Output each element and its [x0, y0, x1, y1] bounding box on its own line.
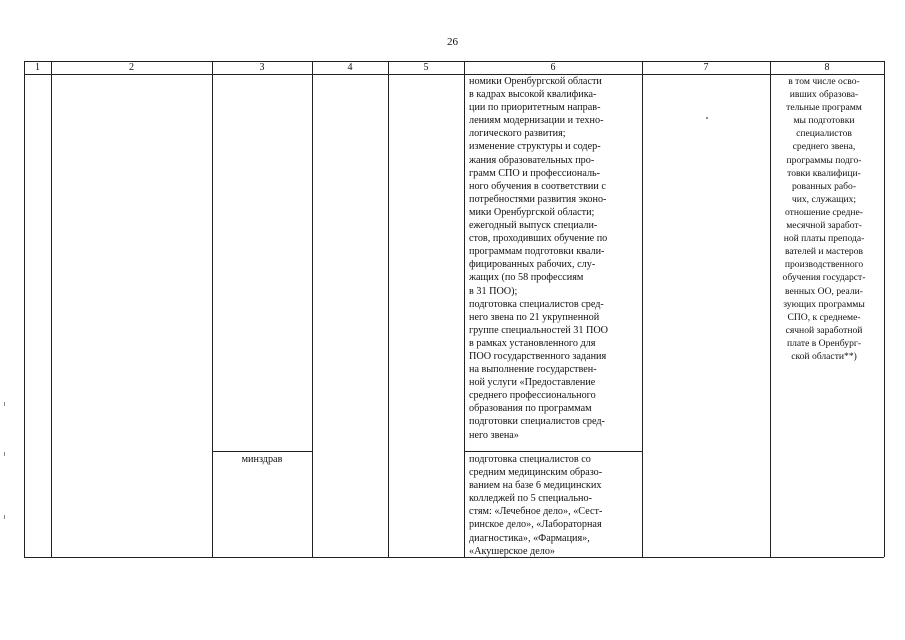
column-header-7: 7 [703, 62, 709, 73]
row-divider-col6 [464, 451, 642, 452]
scan-speck [706, 117, 708, 119]
scan-margin-mark [4, 515, 5, 519]
col-border-3 [312, 61, 313, 557]
column-header-4: 4 [347, 62, 353, 73]
row1-col6-text: номики Оренбургской области в кадрах высокой квалифика- ции по приоритетным направ- лениям модернизации и техно- логического развития; изменение структуры и содер- жания образовательных про- грамм СПО и профессиональ- ного обучения в соответствии с потребностями развития эконо- мики Оренбургской области; ежегодный выпуск специали- стов, проходивших обучение по программам подготовки квали- фицированных рабочих, слу- жащих (по 58 профессиям в 31 ПОО); подготовка специалистов сред- него звена по 21 укрупненной группе специальностей 31 ПОО в рамках установленного для ПОО государственного задания на выполнение государствен- ной услуги «Предоставление среднего профессионального образования по программам подготовки специалистов сред- него звена» [469, 76, 609, 441]
table-bottom-border [24, 557, 884, 558]
row-divider-col3 [212, 451, 312, 452]
col-border-1 [51, 61, 52, 557]
col-border-0 [24, 61, 25, 557]
scan-margin-mark [4, 452, 5, 456]
col-border-8 [884, 61, 885, 557]
column-header-8: 8 [824, 62, 830, 73]
row1-col8-text: в том числе осво- ивших образова- тельные программ мы подготовки специалистов среднего звена, программы подго- товки квалифици- рованных рабо- чих, служащих; отношение средне- месячной заработ- ной платы препода- вателей и мастеров производственного обучения государст- венных ОО, реали- зующих программы СПО, к среднеме- сячной заработной плате в Оренбург- ской области**) [782, 76, 866, 362]
column-header-6: 6 [550, 62, 556, 73]
col-border-5 [464, 61, 465, 557]
row2-col3-text: минздрав [241, 454, 283, 465]
column-header-2: 2 [129, 62, 134, 73]
column-header-1: 1 [35, 62, 40, 73]
column-header-5: 5 [423, 62, 429, 73]
col-border-7 [770, 61, 771, 557]
scan-margin-mark [4, 402, 5, 406]
header-row-border [24, 74, 884, 75]
col-border-4 [388, 61, 389, 557]
row2-col6-text: подготовка специалистов со средним медицинским образо- ванием на базе 6 медицинских колледжей по 5 специально- стям: «Лечебное дело», «Сест- ринское дело», «Лабораторная диагностика», «Фармация», «Акушерское дело» [469, 454, 603, 557]
column-header-3: 3 [259, 62, 265, 73]
page-number: 26 [447, 36, 458, 48]
col-border-6 [642, 61, 643, 557]
col-border-2 [212, 61, 213, 557]
